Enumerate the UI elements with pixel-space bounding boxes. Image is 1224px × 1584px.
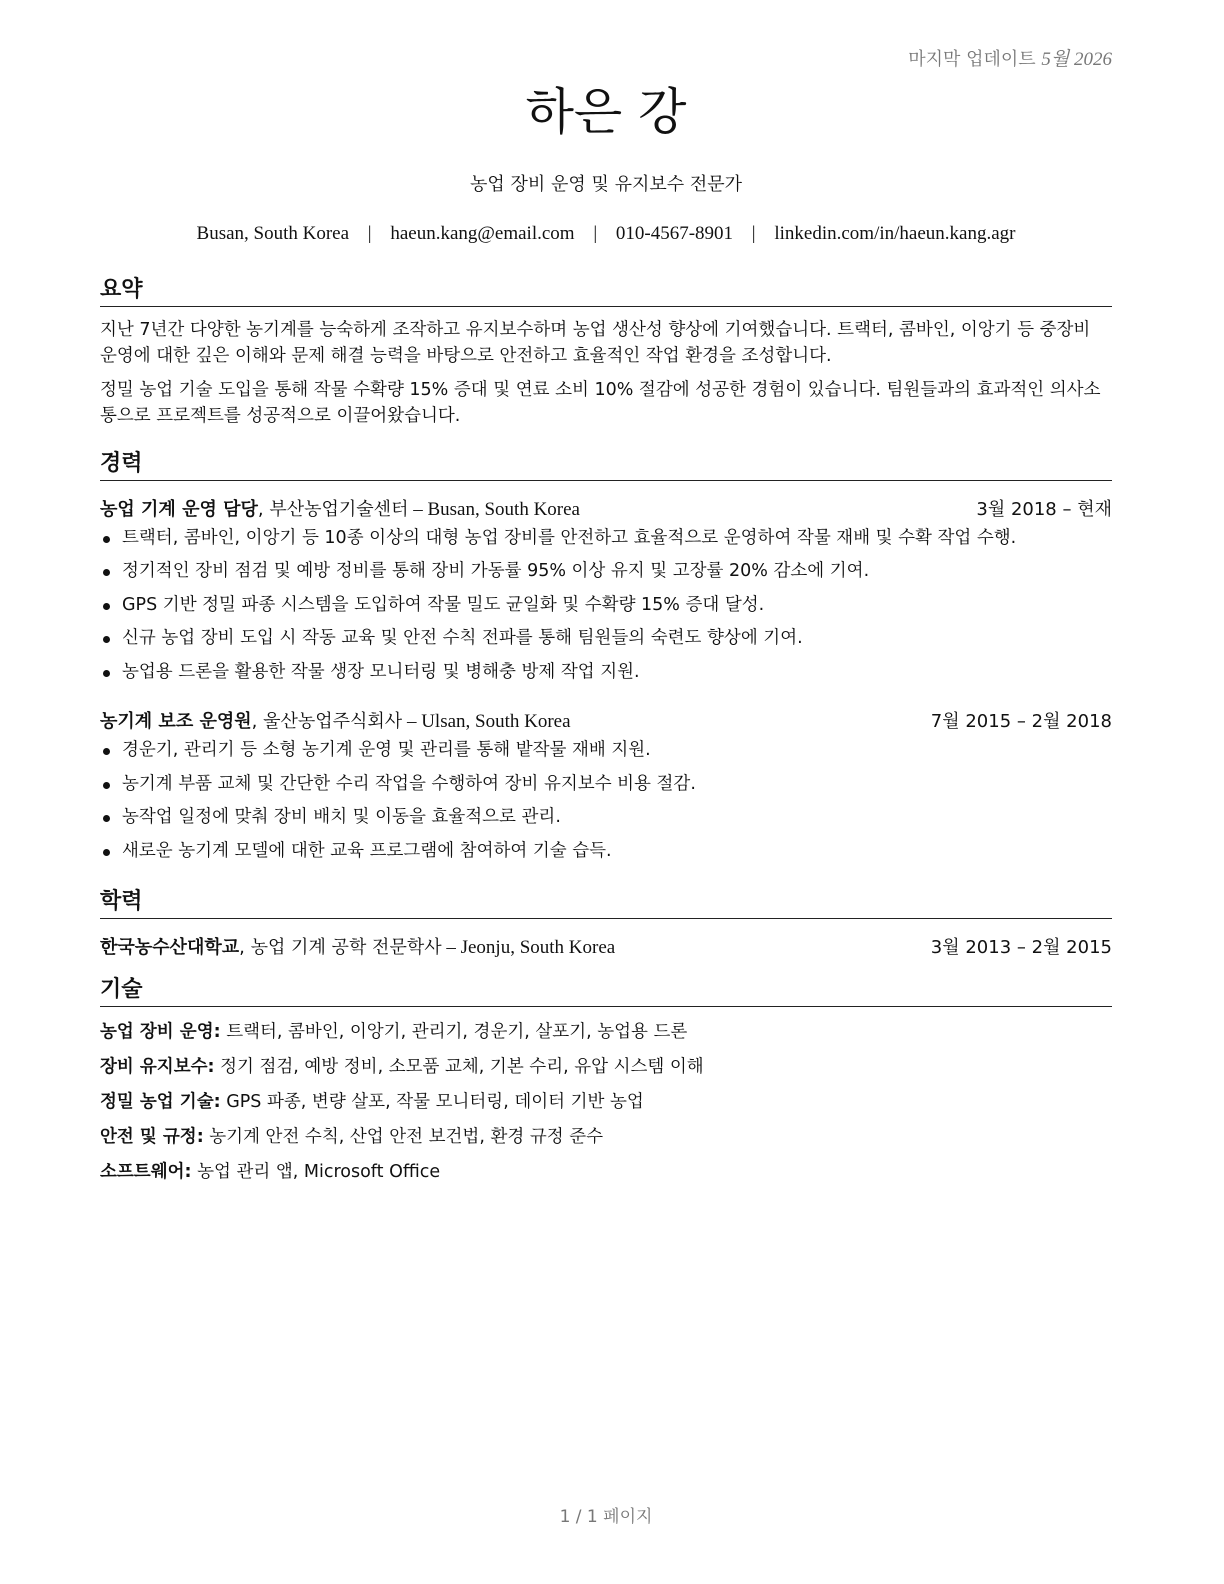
list-item: GPS 기반 정밀 파종 시스템을 도입하여 작물 밀도 균일화 및 수확량 15% 증대 달성. — [100, 589, 1112, 623]
job-role: 농업 기계 운영 담당 — [100, 498, 258, 520]
candidate-name: 하은 강 — [525, 83, 687, 141]
skill-row — [100, 1155, 1112, 1190]
contact-separator: | — [751, 223, 756, 244]
job-location: – Busan, South Korea — [408, 498, 580, 520]
list-item: 농기계 부품 교체 및 간단한 수리 작업을 수행하여 장비 유지보수 비용 절감. — [100, 768, 1112, 802]
job-comma: , — [257, 498, 270, 520]
education-period — [931, 933, 1112, 959]
skill-value: GPS 파종, 변량 살포, 작물 모니터링, 데이터 기반 농업 — [220, 1091, 644, 1112]
last-updated-label: 마지막 업데이트 — [908, 49, 1036, 70]
skill-value: 정기 점검, 예방 정비, 소모품 교체, 기본 수리, 유압 시스템 이해 — [214, 1056, 704, 1077]
skills-title: 기술 — [100, 976, 1112, 1007]
last-updated-date: 5월 2026 — [1041, 49, 1112, 70]
education-period-end: – 2월 2015 — [1011, 936, 1112, 958]
education-degree: 농업 기계 공학 전문학사 — [250, 936, 442, 958]
job-period-end: – 2월 2018 — [1011, 711, 1112, 732]
contact-separator: | — [367, 223, 372, 244]
skill-value: 트랙터, 콤바인, 이앙기, 관리기, 경운기, 살포기, 농업용 드론 — [220, 1021, 688, 1042]
skill-value: 농업 관리 앱, Microsoft Office — [191, 1161, 441, 1182]
job-org: 울산농업주식회사 — [263, 711, 403, 732]
resume-page — [100, 0, 1112, 1584]
job-bullets — [100, 522, 1112, 690]
job-header — [100, 707, 1112, 733]
skills-list — [100, 1015, 1112, 1190]
summary-paragraph: 정밀 농업 기술 도입을 통해 작물 수확량 15% 증대 및 연료 소비 10% 절감에 성공한 경험이 있습니다. 팀원들과의 효과적인 의사소통으로 프로젝트를 성공적으로 이끌어왔습니다. — [100, 379, 1101, 426]
skills-section — [100, 976, 1112, 1190]
contact-separator: | — [593, 223, 598, 244]
summary-paragraph: 지난 7년간 다양한 농기계를 능숙하게 조작하고 유지보수하며 농업 생산성 향상에 기여했습니다. 트랙터, 콤바인, 이앙기 등 중장비 운영에 대한 깊은 이해와 문제 해결 능력을 바탕으로 안전하고 효율적인 작업 환경을 조성합니다. — [100, 319, 1091, 366]
contact-linkedin[interactable]: linkedin.com/in/haeun.kang.agr — [774, 223, 1016, 244]
summary-title: 요약 — [100, 276, 1112, 307]
list-item: 트랙터, 콤바인, 이앙기 등 10종 이상의 대형 농업 장비를 안전하고 효율적으로 운영하여 작물 재배 및 수확 작업 수행. — [100, 522, 1112, 556]
skill-label: 농업 장비 운영: — [100, 1021, 221, 1042]
job-period-end: – 현재 — [1056, 498, 1112, 520]
skill-label: 소프트웨어: — [100, 1161, 192, 1182]
job-org: 부산농업기술센터 — [269, 498, 409, 520]
list-item: 농업용 드론을 활용한 작물 생장 모니터링 및 병해충 방제 작업 지원. — [100, 656, 1112, 690]
contact-location: Busan, South Korea — [196, 223, 350, 244]
education-location: – Jeonju, South Korea — [441, 936, 616, 958]
job-period-start: 7월 2015 — [930, 711, 1012, 732]
list-item: 새로운 농기계 모델에 대한 교육 프로그램에 참여하여 기술 습득. — [100, 835, 1112, 869]
contact-phone: 010-4567-8901 — [615, 223, 734, 244]
job-bullets — [100, 734, 1112, 868]
job-comma: , — [251, 711, 264, 732]
skill-row — [100, 1050, 1112, 1085]
contact-line — [100, 223, 1112, 245]
experience-section — [100, 450, 1112, 868]
education-school: 한국농수산대학교 — [100, 936, 240, 958]
candidate-headline: 농업 장비 운영 및 유지보수 전문가 — [469, 174, 743, 195]
list-item: 농작업 일정에 맞춰 장비 배치 및 이동을 효율적으로 관리. — [100, 801, 1112, 835]
skill-row — [100, 1120, 1112, 1155]
job-location: – Ulsan, South Korea — [402, 711, 571, 732]
contact-email[interactable]: haeun.kang@email.com — [390, 223, 575, 244]
skill-label: 안전 및 규정: — [100, 1126, 204, 1147]
education-period-start: 3월 2013 — [930, 936, 1012, 958]
summary-section — [100, 276, 1112, 429]
job-header — [100, 495, 1112, 521]
skill-value: 농기계 안전 수칙, 산업 안전 보건법, 환경 규정 준수 — [203, 1126, 604, 1147]
education-entry — [100, 933, 1112, 959]
job-period — [976, 495, 1112, 521]
list-item: 신규 농업 장비 도입 시 작동 교육 및 안전 수칙 전파를 통해 팀원들의 숙련도 향상에 기여. — [100, 622, 1112, 656]
education-comma: , — [239, 936, 251, 958]
skill-label: 정밀 농업 기술: — [100, 1091, 221, 1112]
job-period-start: 3월 2018 — [976, 498, 1057, 520]
last-updated — [908, 44, 1112, 71]
job-period — [931, 707, 1112, 733]
education-title: 학력 — [100, 888, 1112, 919]
skill-row — [100, 1015, 1112, 1050]
page-number: 1 / 1 페이지 — [559, 1507, 653, 1527]
list-item: 정기적인 장비 점검 및 예방 정비를 통해 장비 가동률 95% 이상 유지 및 고장률 20% 감소에 기여. — [100, 555, 1112, 589]
list-item: 경운기, 관리기 등 소형 농기계 운영 및 관리를 통해 밭작물 재배 지원. — [100, 734, 1112, 768]
skill-row — [100, 1085, 1112, 1120]
job-role: 농기계 보조 운영원 — [100, 711, 252, 732]
experience-title: 경력 — [100, 450, 1112, 481]
education-section — [100, 888, 1112, 959]
skill-label: 장비 유지보수: — [100, 1056, 215, 1077]
